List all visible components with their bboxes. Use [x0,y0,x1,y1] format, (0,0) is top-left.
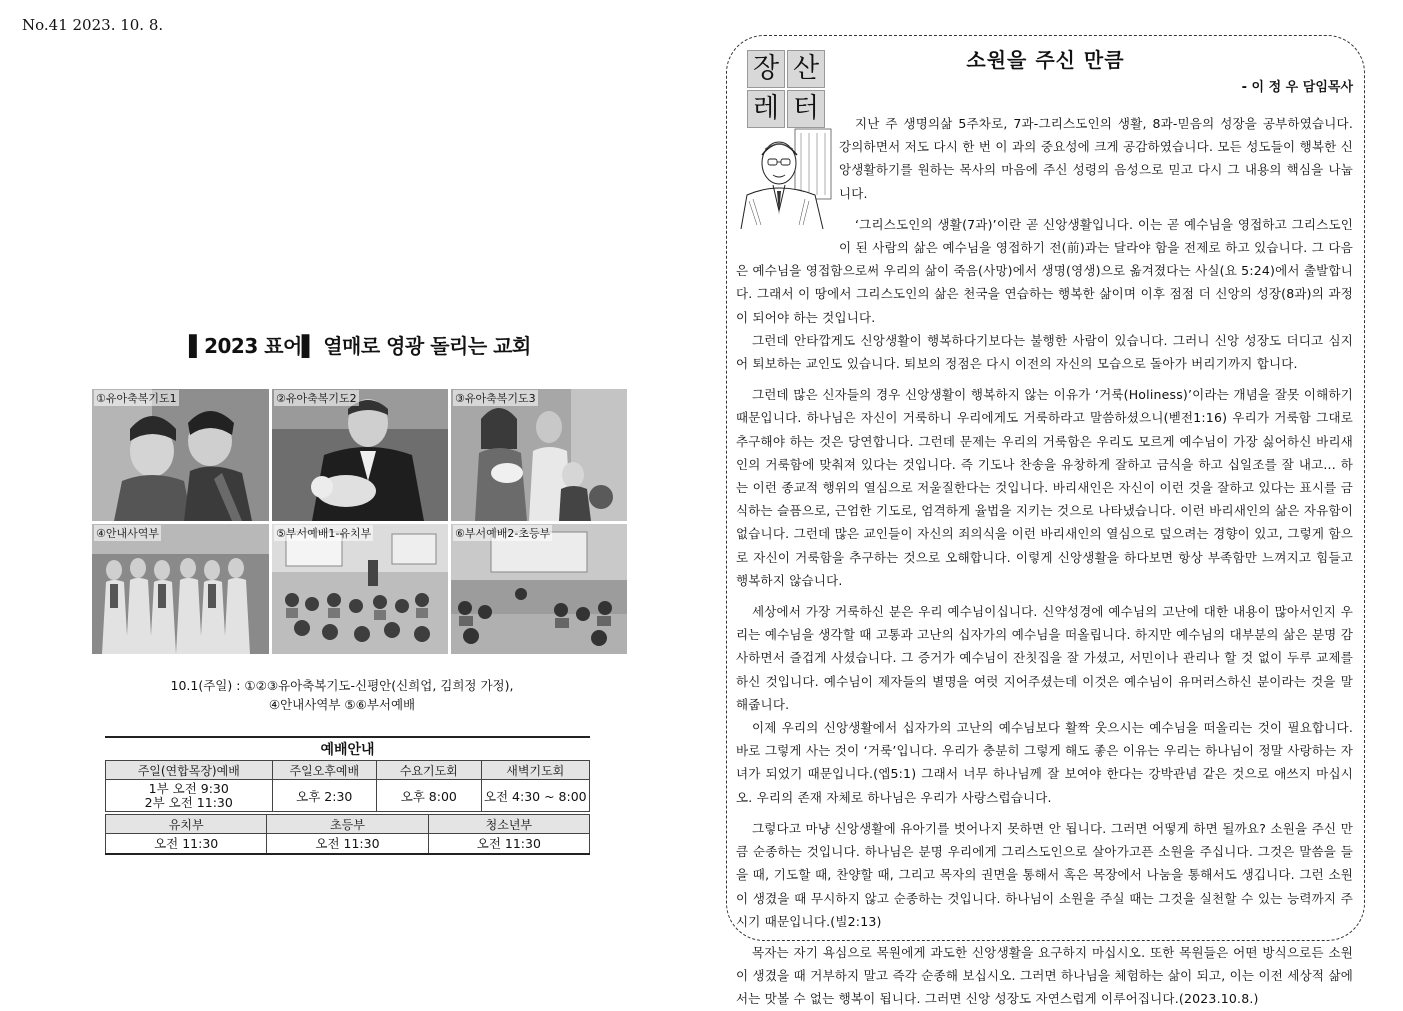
photo-infant-blessing-2 [272,389,448,521]
photo-infant-blessing-1-image [92,389,269,521]
department-header: 초등부 [267,815,428,834]
church-motto: ▌2023 표어▌ 열매로 영광 돌리는 교회 [189,334,531,358]
photo-guide-ministry-image [92,524,269,654]
photo-dept-worship-kindergarten-image [272,524,448,654]
letter-paragraph: 그런데 많은 신자들의 경우 신앙생활이 행복하지 않는 이유가 ‘거룩(Holiness)’이라는 개념을 잘못 이해하기 때문입니다. 하나님은 자신이 거룩하니 우리에게도 거룩하라고 말씀하셨으니(벧전1:16) 우리가 거룩함 그대로 추구해야 하는 것은 당연합니다. 그런데 문제는 우리의 거룩함은 우리도 모르게 예수님이 가장 싫어하신 바리새인의 거룩함에 맞춰져 있다는 것입니다. 즉 기도나 찬송을 유창하게 잘하고 금식을 하고 십일조를 잘 내고... 하는 이런 종교적 행위의 열심으로 저울질한다는 것입니다. 바리새인은 자신이 이런 것을 잘하고 있다는 표시를 금식하는 슬픔으로, 근엄한 기도로, 엄격하게 율법을 지키는 것으로 나타냈습니다. 이런 바리새인의 삶은 자유함이 없습니다. 그런데 많은 교인들이 자신의 죄의식을 이런 바리새인의 열심으로 덮으려는 경향이 있고, 그렇게 함으로 자신이 거룩함을 추구하는 것으로 오해합니다. 이렇게 신앙생활을 하다보면 항상 부족함만 느껴지고 힘들고 행복하지 않습니다. [736,387,1353,588]
event-note-line-1: 10.1(주일) : ①②③유아축복기도-신평안(신희업, 김희정 가정), [170,678,514,693]
service-time: 오전 4:30 ~ 8:00 [481,780,589,812]
letter-paragraph: 그렇다고 마냥 신앙생활에 유아기를 벗어나지 못하면 안 됩니다. 그러면 어떻게 하면 될까요? 소원을 주신 만큼 순종하는 것입니다. 하나님은 분명 우리에게 그리스도인으로 살아가고픈 소원을 주십니다. 그것은 말씀을 들을 때, 기도할 때, 찬양할 때, 그리고 목자의 권면을 통해서 혹은 목장에서 나눔을 통해서도 생깁니다. 그런 소원이 생겼을 때 무시하지 않고 순종하는 것입니다. 하나님이 소원을 주실 때는 그것을 실천할 수 있는 능력까지 주시기 때문입니다.(빌2:13) [736,820,1353,929]
photo-caption: ⑥부서예배2-초등부 [455,527,551,540]
service-time [106,780,273,812]
photo-caption: ③유아축복기도3 [455,392,536,405]
pastor-letter [726,35,1365,1007]
service-time: 오후 2:30 [272,780,377,812]
department-time: 오전 11:30 [428,834,589,854]
portrait-spacer [736,112,839,252]
photo-infant-blessing-3-image [451,389,627,521]
badge-tile: 레 [747,90,785,128]
photo-caption: ②유아축복기도2 [276,392,357,405]
letter-paragraph: ‘그리스도인의 생활(7과)’이란 곧 신앙생활입니다. 이는 곧 예수님을 영접하고 그리스도인이 된 사람의 삶은 예수님을 영접하기 전(前)과는 달라야 함을 전제로 하고 있습니다. 그 다음은 예수님을 영접함으로써 우리의 삶이 죽음(사망)에서 생명(영생)으로 옮겨졌다는 사실(요 5:24)에서 출발합니다. 그래서 이 땅에서 그리스도인의 삶은 천국을 연습하는 행복한 삶이며 이후 점점 더 신앙의 성장(8과)의 과정이 되어야 하는 것입니다. [736,216,1353,325]
department-time: 오전 11:30 [267,834,428,854]
letter-paragraph: 세상에서 가장 거룩하신 분은 우리 예수님이십니다. 신약성경에 예수님의 고난에 대한 내용이 많아서인지 우리는 예수님을 생각할 때 고통과 고난의 십자가의 예수님을 떠올립니다. 하지만 예수님의 대부분의 삶은 분명 감사하면서 즐겁게 사셨습니다. 그 증거가 예수님이 잔칫집을 잘 가셨고, 서민이나 관리나 할 것 없이 두루 교제를 하신 것입니다. 예수님이 제자들의 별명을 여럿 지어주셨는데 이것은 예수님이 유머러스하신 분이라는 것을 말해줍니다. [736,604,1353,712]
photo-grid [92,389,627,657]
event-note-line-2: ④안내사역부 ⑤⑥부서예배 [268,697,416,712]
service-table [105,760,590,812]
letter-paragraph: 목자는 자기 욕심으로 목원에게 과도한 신앙생활을 요구하지 마십시오. 또한 목원들은 어떤 방식으로든 소원이 생겼을 때 거부하지 말고 즉각 순종해 보십시오. 그러면 하나님을 체험하는 삶이 되고, 이는 이전 세상적 삶에서는 맛볼 수 없는 행복이 됩니다. 그러면 신앙 성장도 자연스럽게 이루어집니다.(2023.10.8.) [736,944,1353,1007]
service-time: 오후 8:00 [377,780,482,812]
service-time-line: 2부 오전 11:30 [144,794,233,810]
photo-dept-worship-kindergarten [272,524,448,654]
issue-number: No.41 2023. 10. 8. [22,16,164,34]
badge-tile: 터 [787,90,825,128]
photo-dept-worship-elementary-image [451,524,627,654]
letter-paragraph: 지난 주 생명의삶 5주차로, 7과-그리스도인의 생활, 8과-믿음의 성장을 공부하였습니다. 강의하면서 저도 다시 한 번 이 과의 중요성에 크게 공감하였습니다. 모든 성도들이 행복한 신앙생활하기를 원하는 목사의 마음에 주신 성령의 음성으로 믿고 다시 그 내용의 핵심을 나눕니다. [839,116,1353,201]
letter-body [736,112,1353,1011]
department-table [105,814,590,855]
service-header: 새벽기도회 [481,761,589,780]
service-schedule [105,736,590,855]
photo-infant-blessing-2-image [272,389,448,521]
letter-paragraph: 이제 우리의 신앙생활에서 십자가의 고난의 예수님보다 활짝 웃으시는 예수님을 떠올리는 것이 필요합니다. 바로 그렇게 사는 것이 ‘거룩’입니다. 우리가 충분히 그렇게 해도 좋은 이유는 우리는 하나님이 정말 사랑하는 자녀가 되었기 때문입니다.(엡5:1) 그래서 너무 하나님께 잘 보여야 한다는 강박관념 같은 것으로 애쓰지 마십시오. 우리의 존재 자체로 하나님은 우리가 사랑스럽습니다. [736,720,1353,805]
photo-guide-ministry [92,524,269,654]
letter-paragraph: 그런데 안타깝게도 신앙생활이 행복하다기보다는 불행한 사람이 있습니다. 그러니 신앙 성장도 더디고 심지어 퇴보하는 교인도 있습니다. 퇴보의 정점은 다시 이전의 자신의 모습으로 돌아가 버리기까지 합니다. [736,332,1353,372]
badge-tile: 산 [787,50,825,88]
service-header: 주일(연합목장)예배 [106,761,273,780]
service-header: 주일오후예배 [272,761,377,780]
service-schedule-title: 예배안내 [105,736,590,760]
badge-tile: 장 [747,50,785,88]
letter-title: 소원을 주신 만큼 [966,48,1125,72]
letter-author: - 이 정 우 담임목사 [1241,80,1353,95]
photo-infant-blessing-1 [92,389,269,521]
department-header: 유치부 [106,815,267,834]
event-note [92,676,592,714]
service-header: 수요기도회 [377,761,482,780]
photo-caption: ⑤부서예배1-유치부 [276,527,372,540]
photo-dept-worship-elementary [451,524,627,654]
department-header: 청소년부 [428,815,589,834]
service-time-line: 1부 오전 9:30 [148,780,229,796]
photo-infant-blessing-3 [451,389,627,521]
department-time: 오전 11:30 [106,834,267,854]
photo-caption: ①유아축복기도1 [96,392,177,405]
photo-caption: ④안내사역부 [96,527,159,540]
